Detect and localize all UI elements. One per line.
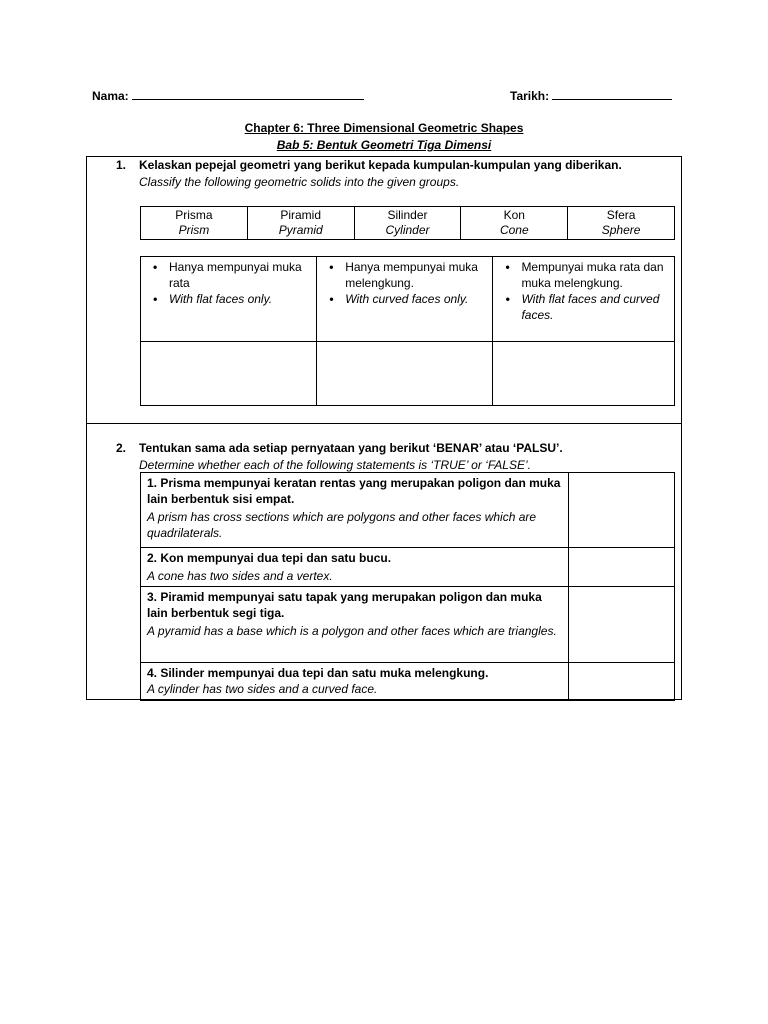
shape-label-en: Prism bbox=[178, 223, 210, 237]
table-row bbox=[141, 548, 675, 587]
statement-en: A cone has two sides and a vertex. bbox=[147, 569, 333, 583]
table-row bbox=[141, 473, 675, 548]
group-label-en: • With flat faces only. bbox=[169, 291, 310, 307]
q1-instruction-en: Classify the following geometric solids into the given groups. bbox=[139, 175, 460, 189]
answer-cell-flat[interactable] bbox=[141, 342, 317, 406]
shape-label-ms: Silinder bbox=[387, 208, 428, 222]
group-header-curved bbox=[317, 257, 493, 342]
shape-label-en: Cylinder bbox=[385, 223, 430, 237]
group-label-ms: • Hanya mempunyai muka rata bbox=[169, 259, 310, 291]
shape-cell-cone bbox=[461, 207, 568, 240]
statement-cell bbox=[141, 663, 569, 701]
table-row bbox=[141, 663, 675, 701]
name-label: Nama: bbox=[92, 89, 129, 103]
date-blank-line[interactable] bbox=[552, 99, 672, 100]
statement-ms: 4. Silinder mempunyai dua tepi dan satu muka melengkung. bbox=[147, 666, 489, 680]
section-divider bbox=[86, 423, 682, 424]
answer-cell-curved[interactable] bbox=[317, 342, 493, 406]
statement-en: A pyramid has a base which is a polygon and other faces which are triangles. bbox=[147, 624, 557, 638]
group-label-ms: • Mempunyai muka rata dan muka melengkung. bbox=[521, 259, 668, 291]
q1-instruction-ms: Kelaskan pepejal geometri yang berikut kepada kumpulan-kumpulan yang diberikan. bbox=[139, 158, 622, 172]
statement-ms: 3. Piramid mempunyai satu tapak yang merupakan poligon dan muka lain berbentuk segi tiga. bbox=[147, 590, 542, 620]
statement-cell bbox=[141, 548, 569, 587]
shape-label-en: Cone bbox=[499, 223, 529, 237]
shape-cell-cylinder bbox=[354, 207, 461, 240]
q2-instruction-en: Determine whether each of the following statements is ‘TRUE’ or ‘FALSE’. bbox=[139, 458, 531, 472]
group-header-flat-and-curved bbox=[493, 257, 675, 342]
q1-number: 1. bbox=[116, 158, 127, 172]
shape-label-ms: Kon bbox=[503, 208, 525, 222]
answer-cell[interactable] bbox=[569, 548, 675, 587]
shape-label-ms: Piramid bbox=[280, 208, 322, 222]
q2-instruction-ms: Tentukan sama ada setiap pernyataan yang berikut ‘BENAR’ atau ‘PALSU’. bbox=[139, 441, 563, 455]
statement-ms: 2. Kon mempunyai dua tepi dan satu bucu. bbox=[147, 551, 392, 565]
page-title: Chapter 6: Three Dimensional Geometric Shapes bbox=[244, 121, 524, 135]
date-field bbox=[510, 89, 672, 103]
statement-ms: 1. Prisma mempunyai keratan rentas yang merupakan poligon dan muka lain berbentuk sisi empat. bbox=[147, 476, 561, 506]
groups-table bbox=[140, 256, 675, 406]
statement-en: A prism has cross sections which are polygons and other faces which are quadrilaterals. bbox=[147, 510, 537, 540]
date-label: Tarikh: bbox=[510, 89, 550, 103]
table-row bbox=[141, 587, 675, 663]
group-label-en: • With curved faces only. bbox=[345, 291, 486, 307]
shape-cell-sphere bbox=[568, 207, 675, 240]
statement-cell bbox=[141, 587, 569, 663]
shape-cell-pyramid bbox=[247, 207, 354, 240]
shape-label-ms: Prisma bbox=[175, 208, 213, 222]
shape-label-ms: Sfera bbox=[606, 208, 636, 222]
shapes-table bbox=[140, 206, 675, 240]
shape-label-en: Pyramid bbox=[278, 223, 323, 237]
q2-number: 2. bbox=[116, 441, 127, 455]
page-subtitle: Bab 5: Bentuk Geometri Tiga Dimensi bbox=[276, 138, 492, 152]
group-label-en: • With flat faces and curved faces. bbox=[521, 291, 668, 323]
answer-cell-flat-and-curved[interactable] bbox=[493, 342, 675, 406]
name-blank-line[interactable] bbox=[132, 99, 364, 100]
answer-cell[interactable] bbox=[569, 663, 675, 701]
statement-en: A cylinder has two sides and a curved face. bbox=[147, 682, 378, 696]
group-label-ms: • Hanya mempunyai muka melengkung. bbox=[345, 259, 486, 291]
statements-table bbox=[140, 472, 675, 701]
answer-cell[interactable] bbox=[569, 587, 675, 663]
shape-label-en: Sphere bbox=[601, 223, 641, 237]
statement-cell bbox=[141, 473, 569, 548]
name-field bbox=[92, 89, 364, 103]
shape-cell-prism bbox=[141, 207, 248, 240]
group-header-flat bbox=[141, 257, 317, 342]
answer-cell[interactable] bbox=[569, 473, 675, 548]
